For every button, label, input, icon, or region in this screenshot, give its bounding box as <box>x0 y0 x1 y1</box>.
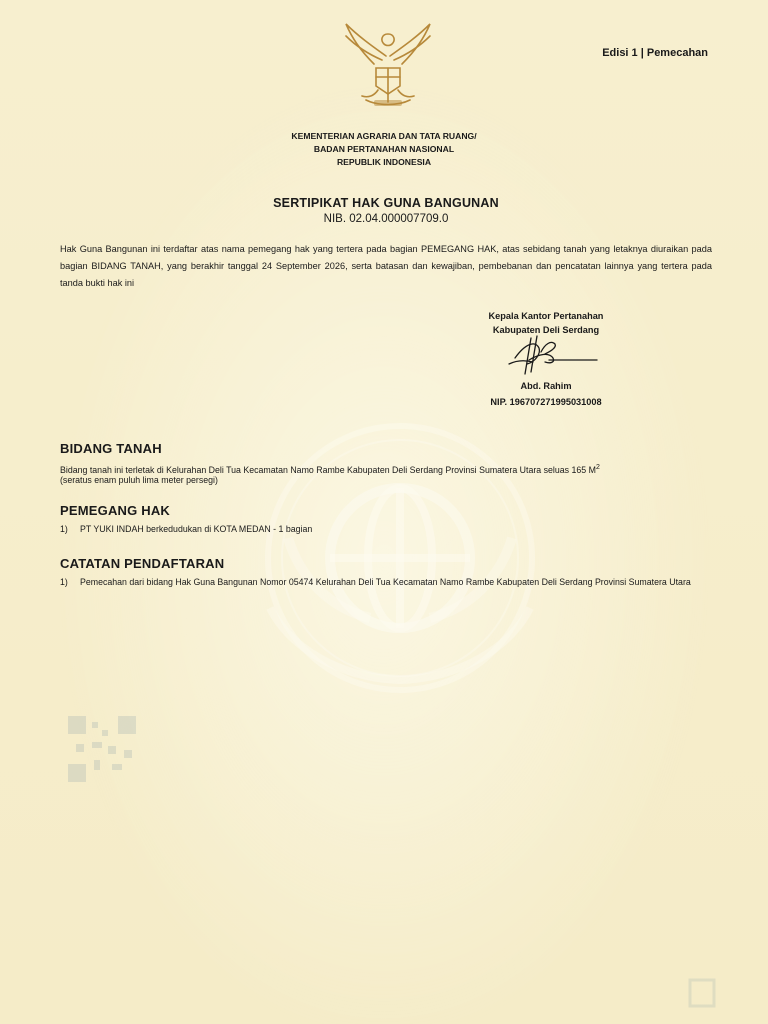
bidang-tanah-area-words: (seratus enam puluh lima meter persegi) <box>60 475 218 486</box>
faint-stamp-mark-icon <box>688 978 716 1008</box>
list-item <box>60 577 720 588</box>
bidang-tanah-description <box>60 463 720 486</box>
intro-paragraph: Hak Guna Bangunan ini terdaftar atas nama pemegang hak yang tertera pada bagian PEMEGANG HAK, atas sebidang tanah yang letaknya diuraikan pada bagian BIDANG TANAH, yang berakhir tanggal 24 September 2026, serta batasan dan kewajiban, pembebanan dan pencatatan lainnya yang tertera pada tanda bukti hak ini <box>60 244 712 288</box>
section-heading-bidang-tanah: BIDANG TANAH <box>60 441 162 456</box>
list-item-text: Pemecahan dari bidang Hak Guna Bangunan Nomor 05474 Kelurahan Deli Tua Kecamatan Namo Rambe Kabupaten Deli Serdang Provinsi Sumatera Utara <box>80 577 691 587</box>
bpn-watermark-seal-icon <box>230 418 570 708</box>
signatory-name: Abd. Rahim <box>520 381 572 391</box>
ministry-heading <box>0 130 768 169</box>
list-item-number: 1) <box>60 577 68 587</box>
garuda-emblem-icon <box>338 16 438 112</box>
nib-number: NIB. 02.04.000007709.0 <box>323 213 449 225</box>
certificate-title: SERTIPIKAT HAK GUNA BANGUNAN <box>273 196 499 210</box>
list-item-number: 1) <box>60 524 68 534</box>
section-heading-pemegang-hak: PEMEGANG HAK <box>60 503 171 518</box>
signatory-position-line1: Kepala Kantor Pertanahan <box>488 311 604 321</box>
signatory-nip: NIP. 196707271995031008 <box>490 397 602 407</box>
list-item-text: PT YUKI INDAH berkedudukan di KOTA MEDAN - 1 bagian <box>80 524 313 534</box>
handwritten-signature-icon <box>505 330 600 380</box>
faint-qr-code-icon <box>68 716 136 782</box>
section-heading-catatan-pendaftaran: CATATAN PENDAFTARAN <box>60 556 225 571</box>
signatory-position-line2: Kabupaten Deli Serdang <box>492 325 600 335</box>
ministry-line-1: KEMENTERIAN AGRARIA DAN TATA RUANG/ <box>291 131 477 141</box>
ministry-line-3: REPUBLIK INDONESIA <box>336 157 432 167</box>
bidang-tanah-text: Bidang tanah ini terletak di Kelurahan Deli Tua Kecamatan Namo Rambe Kabupaten Deli Serdang Provinsi Sumatera Utara seluas 165 M <box>60 464 596 475</box>
edition-label: Edisi 1 | Pemecahan <box>602 47 708 59</box>
ministry-line-2: BADAN PERTANAHAN NASIONAL <box>313 144 455 154</box>
list-item <box>60 524 720 535</box>
area-unit-superscript: 2 <box>595 464 600 471</box>
